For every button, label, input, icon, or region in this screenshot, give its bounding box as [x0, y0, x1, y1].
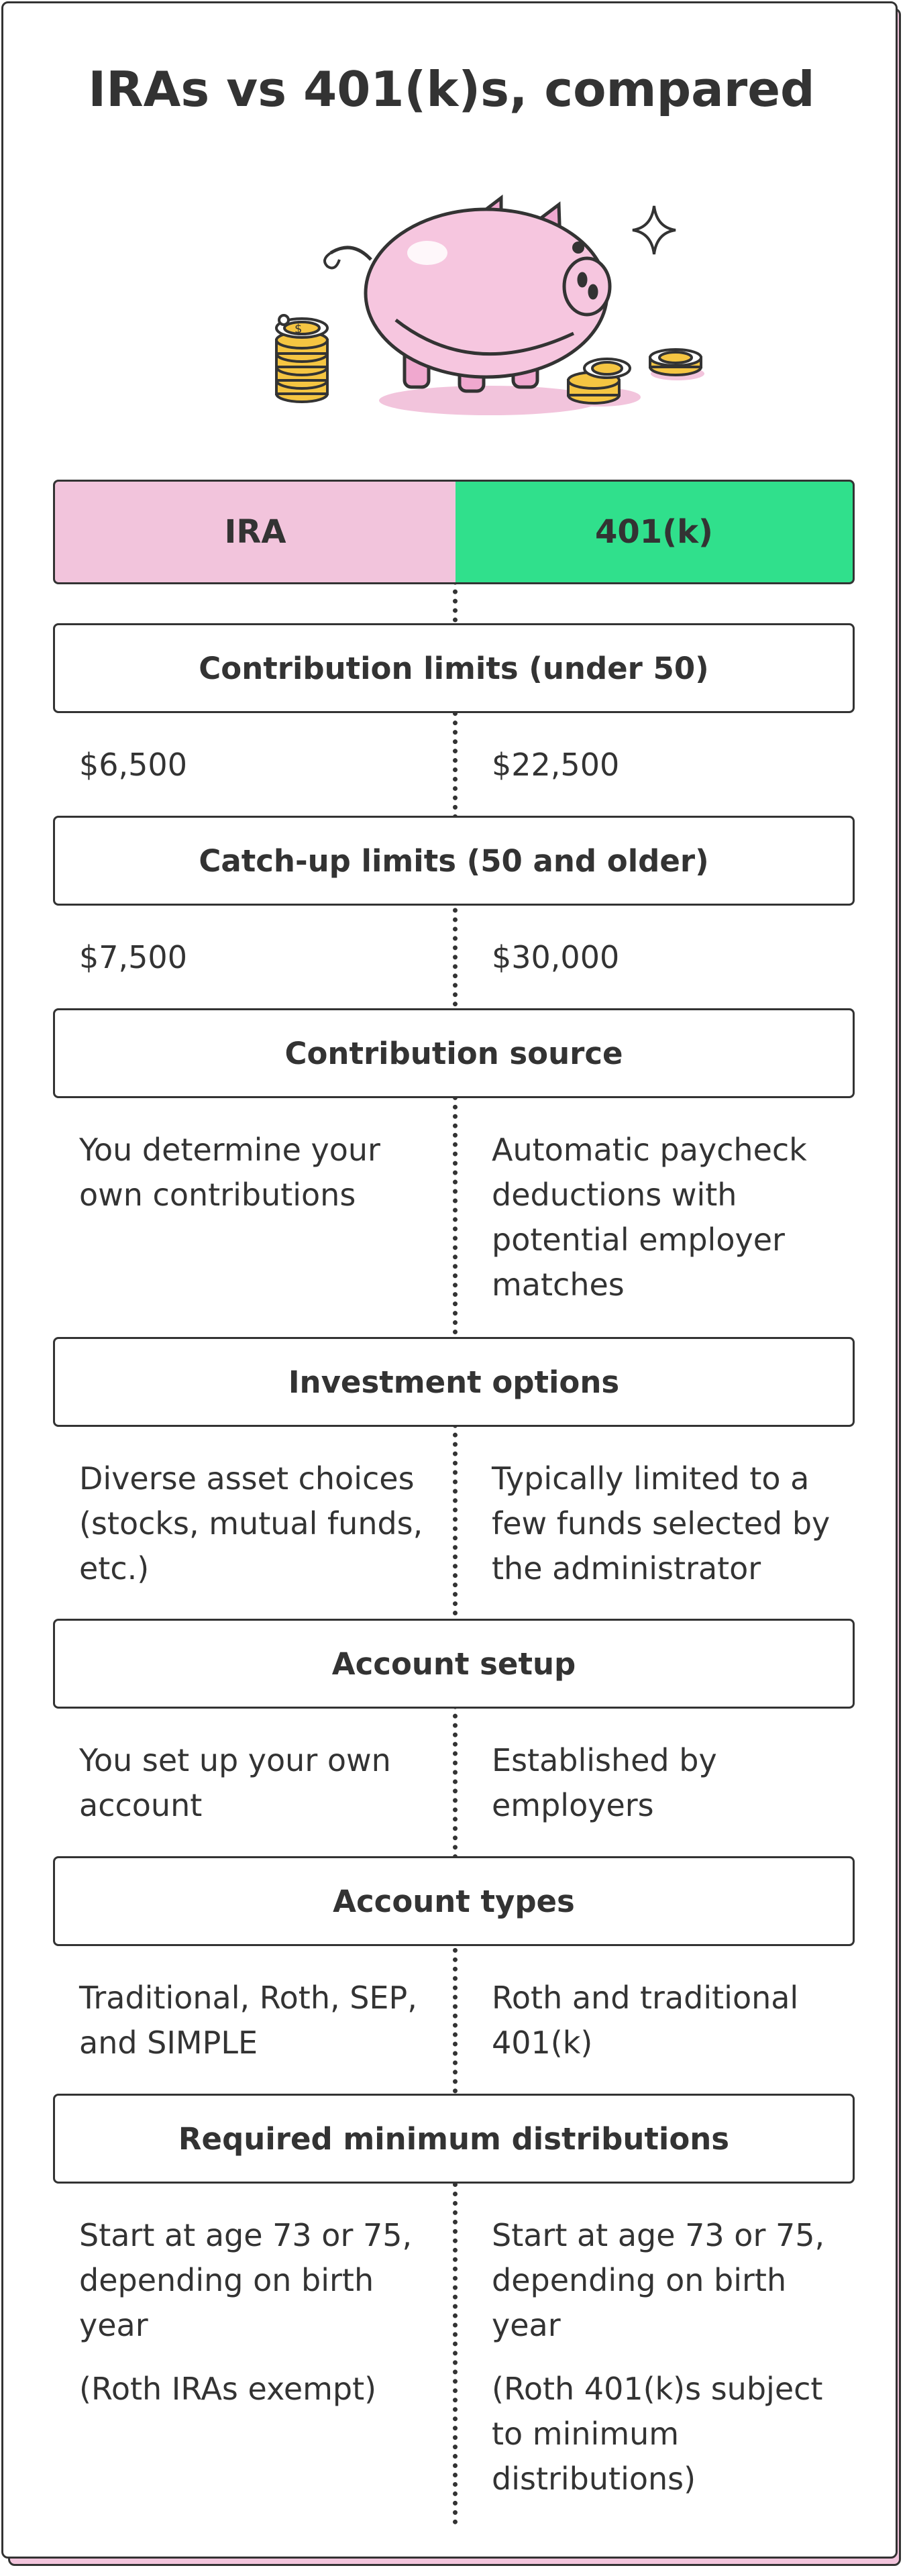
k401-value: Automatic paycheck deductions with potential employer matches	[492, 1132, 807, 1303]
ira-value: You determine your own contributions	[79, 1132, 380, 1213]
column-header-ira: IRA	[53, 480, 456, 584]
infographic-card	[1, 1, 898, 2559]
piggy-bank-icon	[252, 179, 721, 427]
section-heading: Required minimum distributions	[53, 2094, 855, 2184]
column-header-401k: 401(k)	[456, 480, 855, 584]
section-heading: Account setup	[53, 1619, 855, 1709]
section-heading: Investment options	[53, 1337, 855, 1427]
k401-value: Established by employers	[492, 1742, 717, 1823]
section-heading: Account types	[53, 1856, 855, 1946]
section-heading: Contribution source	[53, 1008, 855, 1098]
ira-value: $7,500	[79, 939, 187, 975]
section-heading: Catch-up limits (50 and older)	[53, 816, 855, 906]
ira-value: $6,500	[79, 747, 187, 783]
ira-value: Traditional, Roth, SEP, and SIMPLE	[79, 1980, 417, 2061]
ira-value: Start at age 73 or 75, depending on birth year (Roth IRAs exempt)	[79, 2217, 413, 2407]
ira-value: Diverse asset choices (stocks, mutual funds, etc.)	[79, 1460, 423, 1587]
k401-value: Start at age 73 or 75, depending on birth year (Roth 401(k)s subject to minimum distributions)	[492, 2217, 825, 2497]
svg-text:$: $	[295, 322, 303, 336]
k401-value: Roth and traditional 401(k)	[492, 1980, 799, 2061]
column-divider	[453, 486, 458, 2526]
section-heading: Contribution limits (under 50)	[53, 623, 855, 713]
k401-value: Typically limited to a few funds selected by the administrator	[492, 1460, 831, 1587]
ira-value: You set up your own account	[79, 1742, 391, 1823]
k401-value: $30,000	[492, 939, 620, 975]
k401-value: $22,500	[492, 747, 620, 783]
page-title: IRAs vs 401(k)s, compared	[88, 61, 815, 117]
